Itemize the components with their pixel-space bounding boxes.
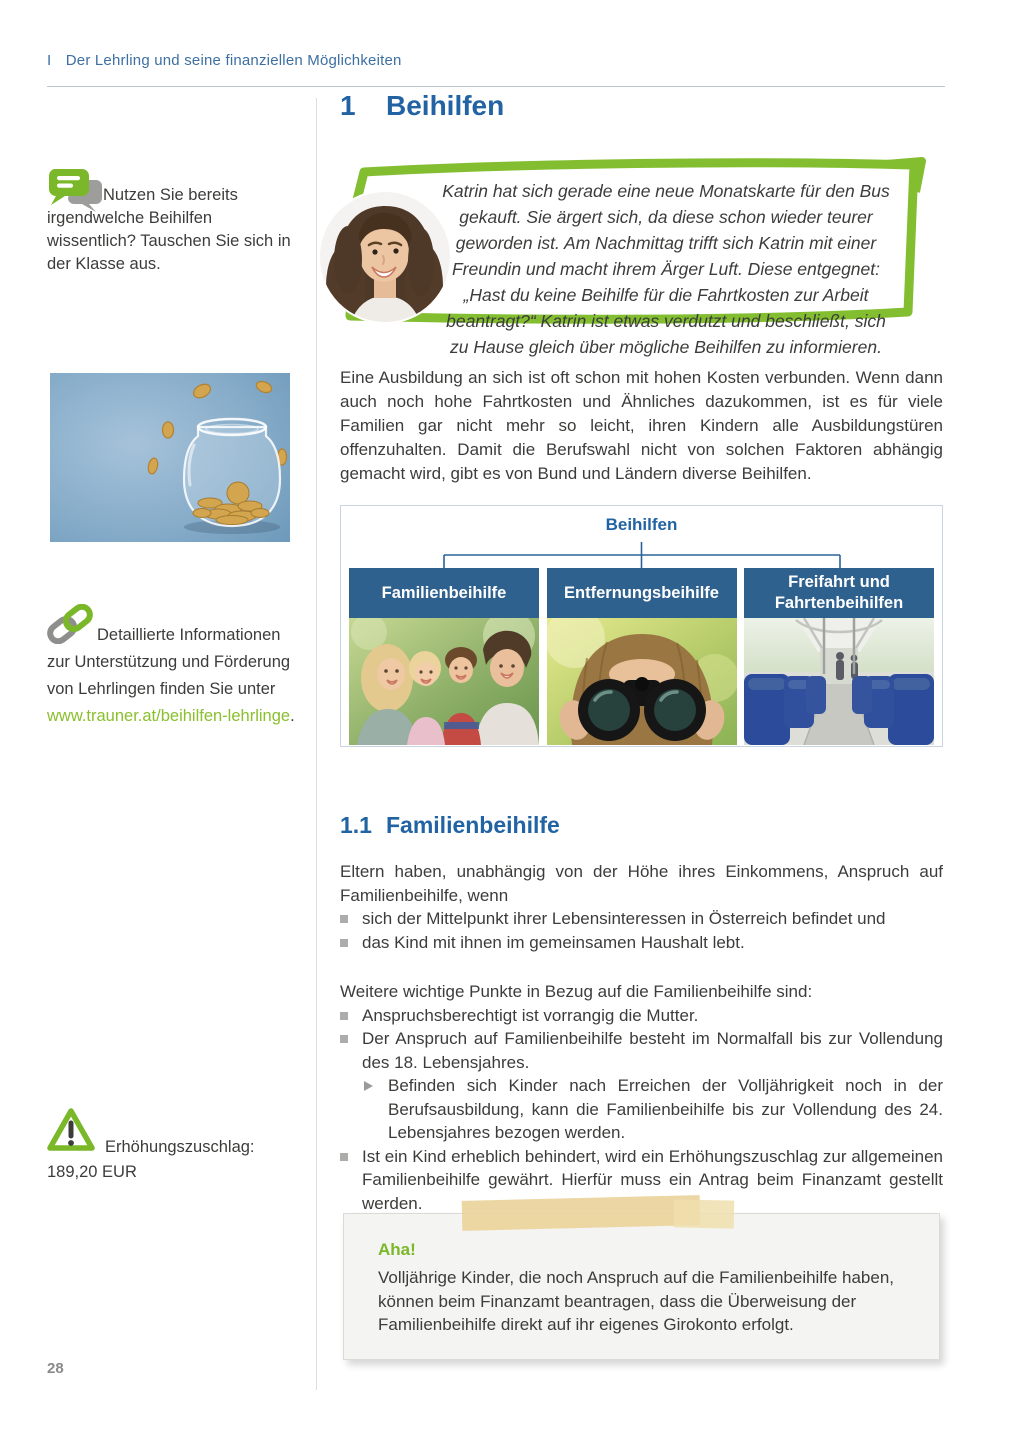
- chapter-number: 1: [340, 90, 356, 121]
- tape-strip-icon: [674, 1199, 735, 1228]
- section-intro: Eltern haben, unabhängig von der Höhe ihres Einkommens, Anspruch auf Familienbeihilfe, wenn: [340, 862, 943, 905]
- list-item-text: Anspruchsberechtigt ist vorrangig die Mutter.: [362, 1005, 699, 1025]
- list-item-text: Der Anspruch auf Familienbeihilfe besteht im Normalfall bis zur Vollendung des 18. Lebensjahres.: [362, 1029, 943, 1072]
- square-bullet-icon: [340, 915, 348, 923]
- sub-list-item: [340, 1074, 943, 1145]
- warning-label: Erhöhungszuschlag:: [105, 1138, 255, 1156]
- diagram-node-entfernungsbeihilfe: [547, 568, 737, 745]
- story-callout: [332, 160, 928, 357]
- chapter-title: Beihilfen: [386, 90, 505, 121]
- list-item-text: sich der Mittelpunkt ihrer Lebensinteressen in Österreich befindet und: [362, 909, 886, 928]
- square-bullet-icon: [340, 1035, 348, 1043]
- aha-title: Aha!: [378, 1240, 416, 1259]
- section-body: [340, 860, 943, 1215]
- diagram-connector-lines: [341, 542, 942, 568]
- discussion-margin-note: [47, 168, 295, 276]
- list-item: [340, 907, 943, 931]
- square-bullet-icon: [340, 1153, 348, 1161]
- diagram-root-label: Beihilfen: [605, 515, 678, 534]
- chapter-heading: [340, 90, 504, 122]
- aha-note-box: [343, 1213, 940, 1360]
- node-label: Entfernungsbeihilfe: [547, 568, 737, 618]
- running-header: [47, 52, 402, 69]
- link-note-lead: Detaillierte Informationen zur Unterstützung und Förderung von Lehrlingen finden Sie unter: [47, 626, 291, 698]
- list-item: [340, 1027, 943, 1074]
- chapter-roman-numeral: I: [47, 52, 52, 69]
- warning-margin-note: [47, 1108, 295, 1184]
- margin-column-divider: [316, 98, 317, 1390]
- jar-with-coins-photo: [50, 373, 290, 542]
- speech-bubbles-icon: [47, 168, 105, 212]
- header-divider: [47, 86, 945, 87]
- chain-link-icon: [47, 604, 93, 644]
- page-number: 28: [47, 1360, 64, 1377]
- node-label: Freifahrt und Fahrtenbeihilfen: [744, 568, 934, 618]
- aha-text: Volljährige Kinder, die noch Anspruch auf die Familienbeihilfe haben, können beim Finanzamt beantragen, dass die Überweisung der Familienbeihilfe direkt auf ihr eigenes Girokonto erfolgt.: [378, 1268, 895, 1334]
- running-header-text: Der Lehrling und seine finanziellen Möglichkeiten: [65, 52, 402, 69]
- list-item: [340, 931, 943, 955]
- list-item: [340, 1004, 943, 1028]
- square-bullet-icon: [340, 939, 348, 947]
- trauner-link[interactable]: www.trauner.at/beihilfen-lehrlinge: [47, 707, 291, 725]
- family-photo: [349, 618, 539, 745]
- square-bullet-icon: [340, 1012, 348, 1020]
- triangle-bullet-icon: [364, 1081, 373, 1091]
- section-number: 1.1: [340, 812, 372, 838]
- warning-value: 189,20 EUR: [47, 1163, 137, 1181]
- section-title: Familienbeihilfe: [386, 812, 560, 838]
- list-item-text: Ist ein Kind erheblich behindert, wird ein Erhöhungszuschlag zur allgemeinen Familienbeihilfe gewährt. Hierfür muss ein Antrag beim Finanzamt gestellt werden.: [362, 1146, 943, 1213]
- link-note-suffix: .: [290, 707, 295, 725]
- young-woman-photo: [318, 190, 452, 324]
- list-item-text: das Kind mit ihnen im gemeinsamen Haushalt lebt.: [362, 932, 745, 952]
- bus-interior-photo: [744, 618, 934, 745]
- intro-paragraph: Eine Ausbildung an sich ist oft schon mit hohen Kosten verbunden. Wenn dann auch noch hohe Fahrtkosten und Ähnliches dazukommen, ist es für viele Familien gar nicht mehr so leicht, ihren Kindern alle Ausbildungstüren offenzuhalten. Damit die Berufswahl nicht von solchen Faktoren abhängig gemacht wird, gibt es von Bund und Ländern diverse Beihilfen.: [340, 368, 943, 483]
- section-heading: [340, 812, 560, 839]
- story-text: Katrin hat sich gerade eine neue Monatskarte für den Bus gekauft. Sie ärgert sich, da diese schon wieder teurer geworden ist. Am Nachmittag trifft sich Katrin mit einer Freundin und macht ihrem Ärger Luft. Diese entgegnet: „Hast du keine Beihilfe für die Fahrtkosten zur Arbeit beantragt?“ Katrin ist etwas verdutzt und beschließt, sich zu Hause gleich über mögliche Beihilfen zu informieren.: [442, 181, 890, 357]
- tape-strip-icon: [462, 1195, 701, 1231]
- sub-list-item-text: Befinden sich Kinder nach Erreichen der Volljährigkeit noch in der Berufsausbildung, kann die Familienbeihilfe bis zur Vollendung des 24. Lebensjahres bezogen werden.: [388, 1076, 943, 1142]
- warning-triangle-icon: [47, 1108, 95, 1152]
- diagram-node-familienbeihilfe: [349, 568, 539, 745]
- diagram-node-freifahrt: [744, 568, 934, 745]
- node-label: Familienbeihilfe: [349, 568, 539, 618]
- child-with-binoculars-photo: [547, 618, 737, 745]
- points-intro: Weitere wichtige Punkte in Bezug auf die Familienbeihilfe sind:: [340, 982, 813, 1001]
- diagram-nodes: [349, 568, 934, 745]
- discussion-note-text: Nutzen Sie bereits irgendwelche Beihilfen wissentlich? Tauschen Sie sich in der Klasse aus.: [47, 186, 291, 273]
- link-margin-note: [47, 598, 295, 730]
- beihilfen-diagram: [340, 505, 943, 747]
